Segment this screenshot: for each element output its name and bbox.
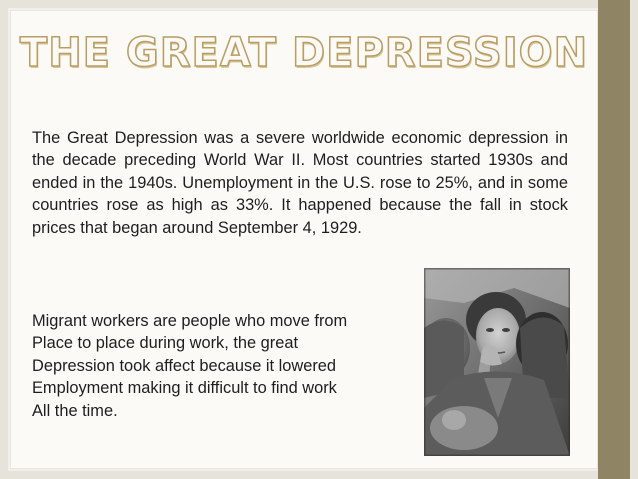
body-paragraph-2 [32, 310, 422, 422]
slide-title: THE GREAT DEPRESSION [19, 30, 589, 76]
body-paragraph-1: The Great Depression was a severe worldwide economic depression in the decade preceding World War II. Most countries started 1930s and ended in the 1940s. Unemployment in the U.S. rose to 25%, and in some countries rose as high as 33%. It happened because the fall in stock prices that began around September 4, 1929. [32, 129, 568, 237]
slide-frame-bottom [0, 471, 638, 479]
paragraph-2-line: All the time. [32, 401, 118, 420]
paragraph-2-line: Depression took affect because it lowered [32, 356, 337, 375]
slide-frame-top [0, 0, 638, 8]
migrant-mother-photo [424, 268, 570, 456]
paragraph-2-line: Employment making it difficult to find work [32, 379, 337, 398]
paragraph-2-line: Place to place during work, the great [32, 334, 299, 353]
paragraph-2-line: Migrant workers are people who move from [32, 312, 348, 330]
photo-illustration [424, 268, 570, 456]
slide-frame-right [630, 0, 638, 479]
